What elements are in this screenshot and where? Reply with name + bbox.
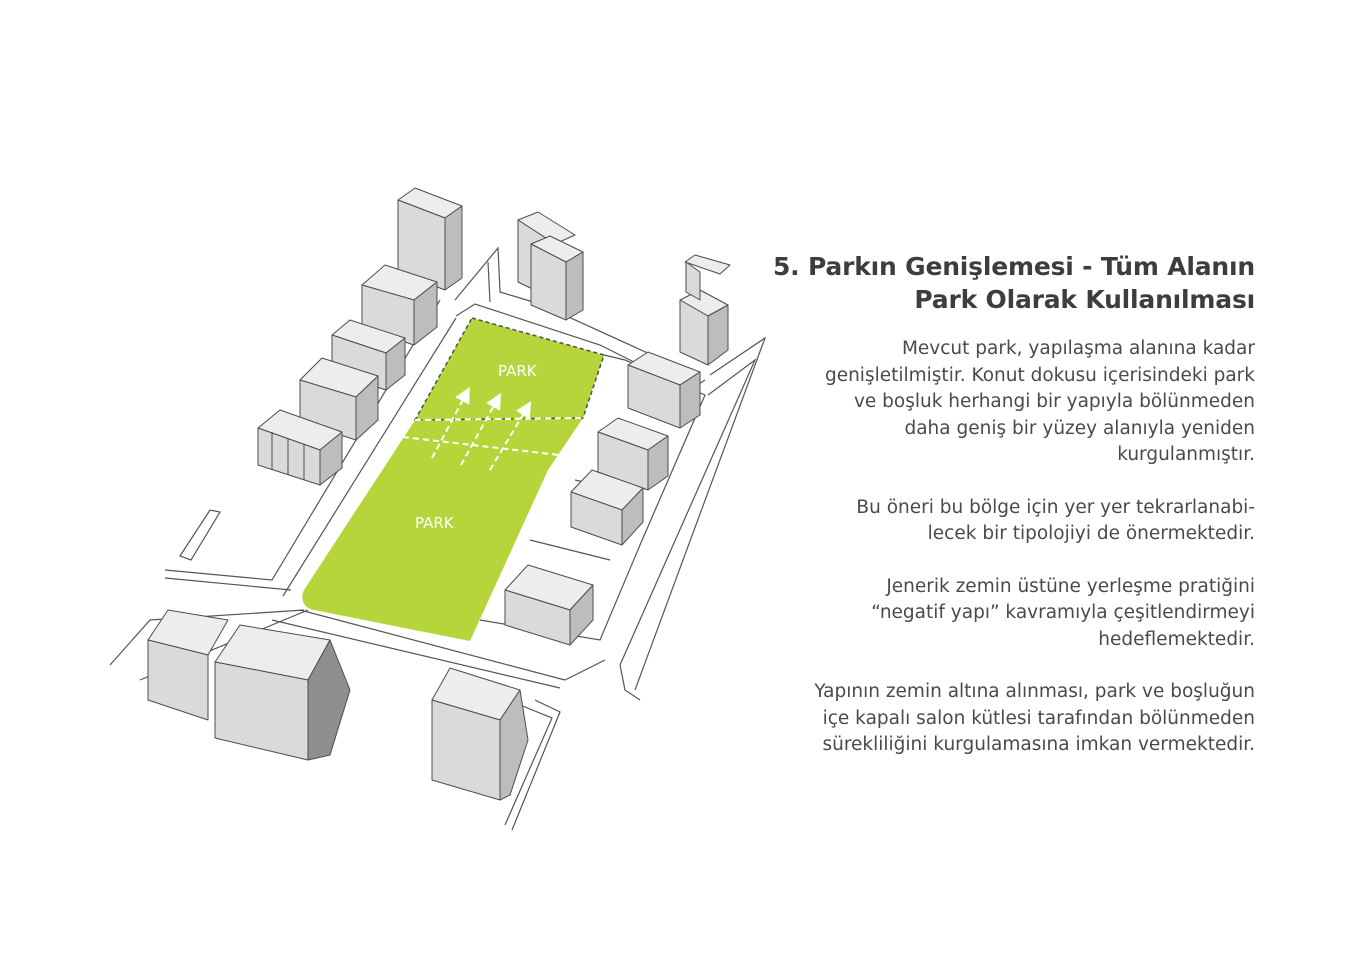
paragraph-4 (735, 679, 1255, 759)
paragraph-line: Bu öneri bu bölge için yer yer tekrarlanabi- (856, 496, 1255, 518)
paragraph-2 (735, 495, 1255, 548)
page-title (735, 250, 1255, 316)
building-n-towers (518, 212, 583, 320)
paragraph-line: lecek bir tipolojiyi de önermektedir. (927, 523, 1255, 544)
paragraph-line: genişletilmiştir. Konut dokusu içerisindeki park (824, 364, 1255, 386)
paragraph-line: içe kapalı salon kütlesi tarafından bölünmeden (822, 707, 1255, 729)
paragraph-line: sürekliliğini kurgulamasına imkan vermektedir. (822, 734, 1255, 755)
paragraph-line: Mevcut park, yapılaşma alanına kadar (901, 338, 1255, 359)
paragraph-line: “negatif yapı” kavramıyla çeşitlendirmeyi (871, 602, 1255, 623)
paragraph-line: daha geniş bir yüzey alanıyla yeniden (904, 417, 1255, 439)
building-ne-tower (680, 255, 730, 365)
title-line: Park Olarak Kullanılması (914, 285, 1255, 314)
paragraph-line: kurgulanmıştır. (1117, 444, 1255, 465)
paragraph-line: Jenerik zemin üstüne yerleşme pratiğini (886, 575, 1255, 597)
paragraph-line: ve boşluk herhangi bir yapıyla bölünmeden (853, 391, 1255, 412)
building-s2 (215, 625, 350, 760)
title-line: 5. Parkın Genişlemesi - Tüm Alanın (772, 252, 1255, 281)
paragraph-1 (735, 336, 1255, 469)
paragraph-line: hedeflemektedir. (1098, 628, 1255, 650)
park-label-south: PARK (415, 514, 454, 532)
building-e1 (628, 352, 700, 428)
paragraph-3 (735, 574, 1255, 654)
building-e4 (505, 565, 593, 645)
description-panel (735, 250, 1255, 785)
paragraph-line: Yapının zemin altına alınması, park ve boşluğun (814, 681, 1255, 702)
building-s3 (432, 668, 528, 800)
park-label-north: PARK (498, 362, 537, 380)
